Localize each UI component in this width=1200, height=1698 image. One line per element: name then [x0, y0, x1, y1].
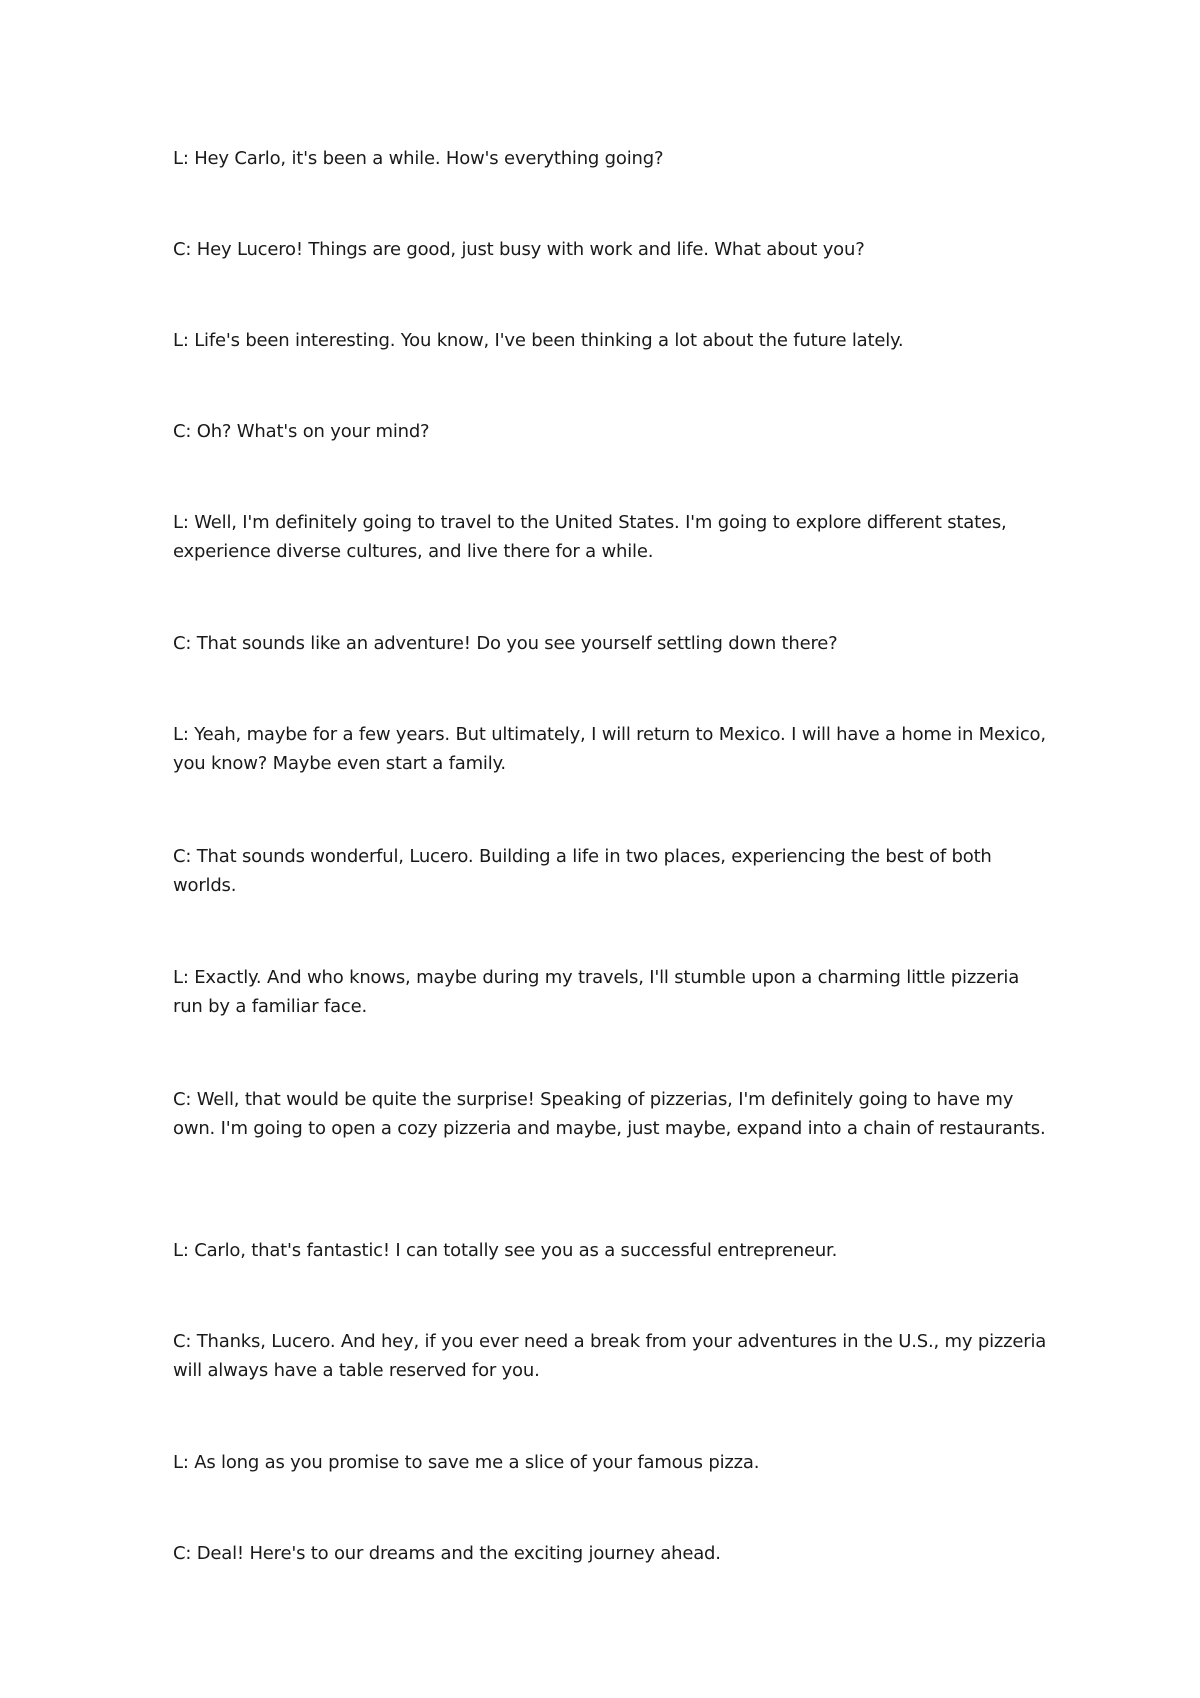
dialogue-line-13 — [173, 1448, 1053, 1477]
dialogue-line-4 — [173, 417, 1053, 446]
dialogue-line-6 — [173, 629, 1053, 658]
speaker-label: C: — [173, 633, 192, 654]
dialogue-text: Well, that would be quite the surprise! Speaking of pizzerias, I'm definitely going to have my own. I'm going to open a cozy pizzeria and maybe, just maybe, expand into a chain of restaurants. — [173, 1089, 1046, 1139]
dialogue-line-7 — [173, 720, 1053, 778]
dialogue-line-1 — [173, 144, 1053, 173]
dialogue-text: Life's been interesting. You know, I've been thinking a lot about the future lately. — [188, 330, 904, 351]
speaker-label: L: — [173, 724, 189, 745]
dialogue-line-11 — [173, 1236, 1053, 1265]
speaker-label: L: — [173, 330, 189, 351]
dialogue-text: Hey Carlo, it's been a while. How's everything going? — [188, 148, 664, 169]
dialogue-text: Carlo, that's fantastic! I can totally see you as a successful entrepreneur. — [188, 1240, 838, 1261]
dialogue-line-3 — [173, 326, 1053, 355]
dialogue-text: As long as you promise to save me a slice of your famous pizza. — [188, 1452, 760, 1473]
dialogue-line-14 — [173, 1539, 1053, 1568]
speaker-label: L: — [173, 512, 189, 533]
speaker-label: C: — [173, 846, 192, 867]
dialogue-text: Thanks, Lucero. And hey, if you ever need a break from your adventures in the U.S., my pizzeria will always have a table reserved for you. — [173, 1331, 1047, 1381]
speaker-label: C: — [173, 1543, 192, 1564]
dialogue-line-12 — [173, 1327, 1053, 1385]
dialogue-line-2 — [173, 235, 1053, 264]
speaker-label: C: — [173, 1089, 192, 1110]
dialogue-text: That sounds like an adventure! Do you see yourself settling down there? — [191, 633, 838, 654]
dialogue-line-5 — [173, 508, 1053, 566]
dialogue-line-9 — [173, 963, 1053, 1021]
dialogue-text: Oh? What's on your mind? — [191, 421, 430, 442]
dialogue-line-8 — [173, 842, 1053, 900]
speaker-label: C: — [173, 421, 192, 442]
speaker-label: L: — [173, 1240, 189, 1261]
dialogue-text: Exactly. And who knows, maybe during my travels, I'll stumble upon a charming little pizzeria run by a familiar face. — [173, 967, 1020, 1017]
dialogue-text: Hey Lucero! Things are good, just busy with work and life. What about you? — [191, 239, 865, 260]
dialogue-text: Deal! Here's to our dreams and the exciting journey ahead. — [191, 1543, 721, 1564]
dialogue-line-10 — [173, 1085, 1053, 1143]
dialogue-text: That sounds wonderful, Lucero. Building a life in two places, experiencing the best of both worlds. — [173, 846, 992, 896]
speaker-label: L: — [173, 148, 189, 169]
speaker-label: L: — [173, 967, 189, 988]
speaker-label: L: — [173, 1452, 189, 1473]
speaker-label: C: — [173, 239, 192, 260]
dialogue-text: Well, I'm definitely going to travel to the United States. I'm going to explore different states, experience diverse cultures, and live there for a while. — [173, 512, 1007, 562]
dialogue-text: Yeah, maybe for a few years. But ultimately, I will return to Mexico. I will have a home in Mexico, you know? Maybe even start a family. — [173, 724, 1046, 774]
speaker-label: C: — [173, 1331, 192, 1352]
